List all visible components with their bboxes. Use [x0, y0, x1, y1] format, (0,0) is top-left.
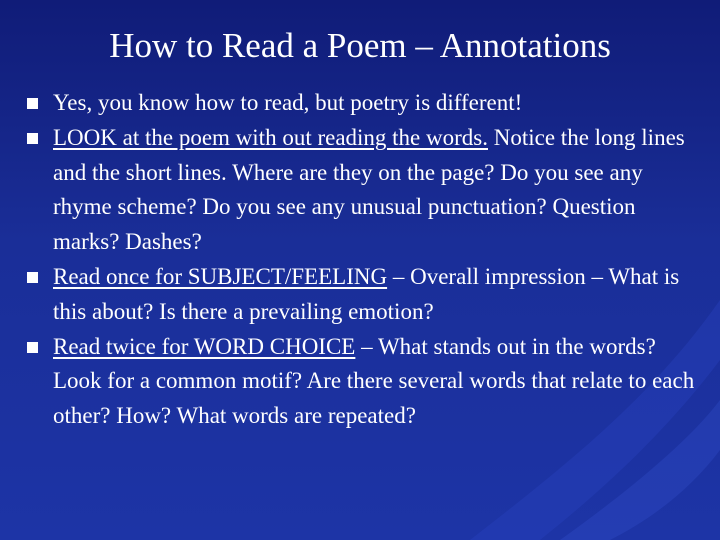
- bullet-item-look: [26, 121, 698, 260]
- bullet-list: [26, 86, 698, 434]
- bullet-item-subject-feeling: [26, 260, 698, 330]
- bullet-lead: Read twice for WORD CHOICE: [53, 333, 356, 359]
- bullet-lead: LOOK at the poem with out reading the words.: [53, 124, 488, 150]
- square-bullet-icon: [27, 342, 38, 353]
- square-bullet-icon: [27, 133, 38, 144]
- bullet-item-read-different: [26, 86, 698, 121]
- bullet-item-word-choice: [26, 330, 698, 434]
- square-bullet-icon: [27, 272, 38, 283]
- bullet-text: Yes, you know how to read, but poetry is different!: [53, 90, 523, 115]
- bullet-text: – What stands out in the words? Look for a common motif? Are there several words that relate to each other? How? What words are repeated?: [53, 333, 695, 429]
- slide-title: How to Read a Poem – Annotations: [109, 26, 611, 65]
- bullet-lead: Read once for SUBJECT/FEELING: [53, 263, 388, 289]
- bullet-text: – Overall impression – What is this about? Is there a prevailing emotion?: [53, 263, 680, 324]
- bullet-text: Notice the long lines and the short lines. Where are they on the page? Do you see any rhyme scheme? Do you see any unusual punctuation? Question marks? Dashes?: [53, 124, 685, 255]
- square-bullet-icon: [27, 98, 38, 109]
